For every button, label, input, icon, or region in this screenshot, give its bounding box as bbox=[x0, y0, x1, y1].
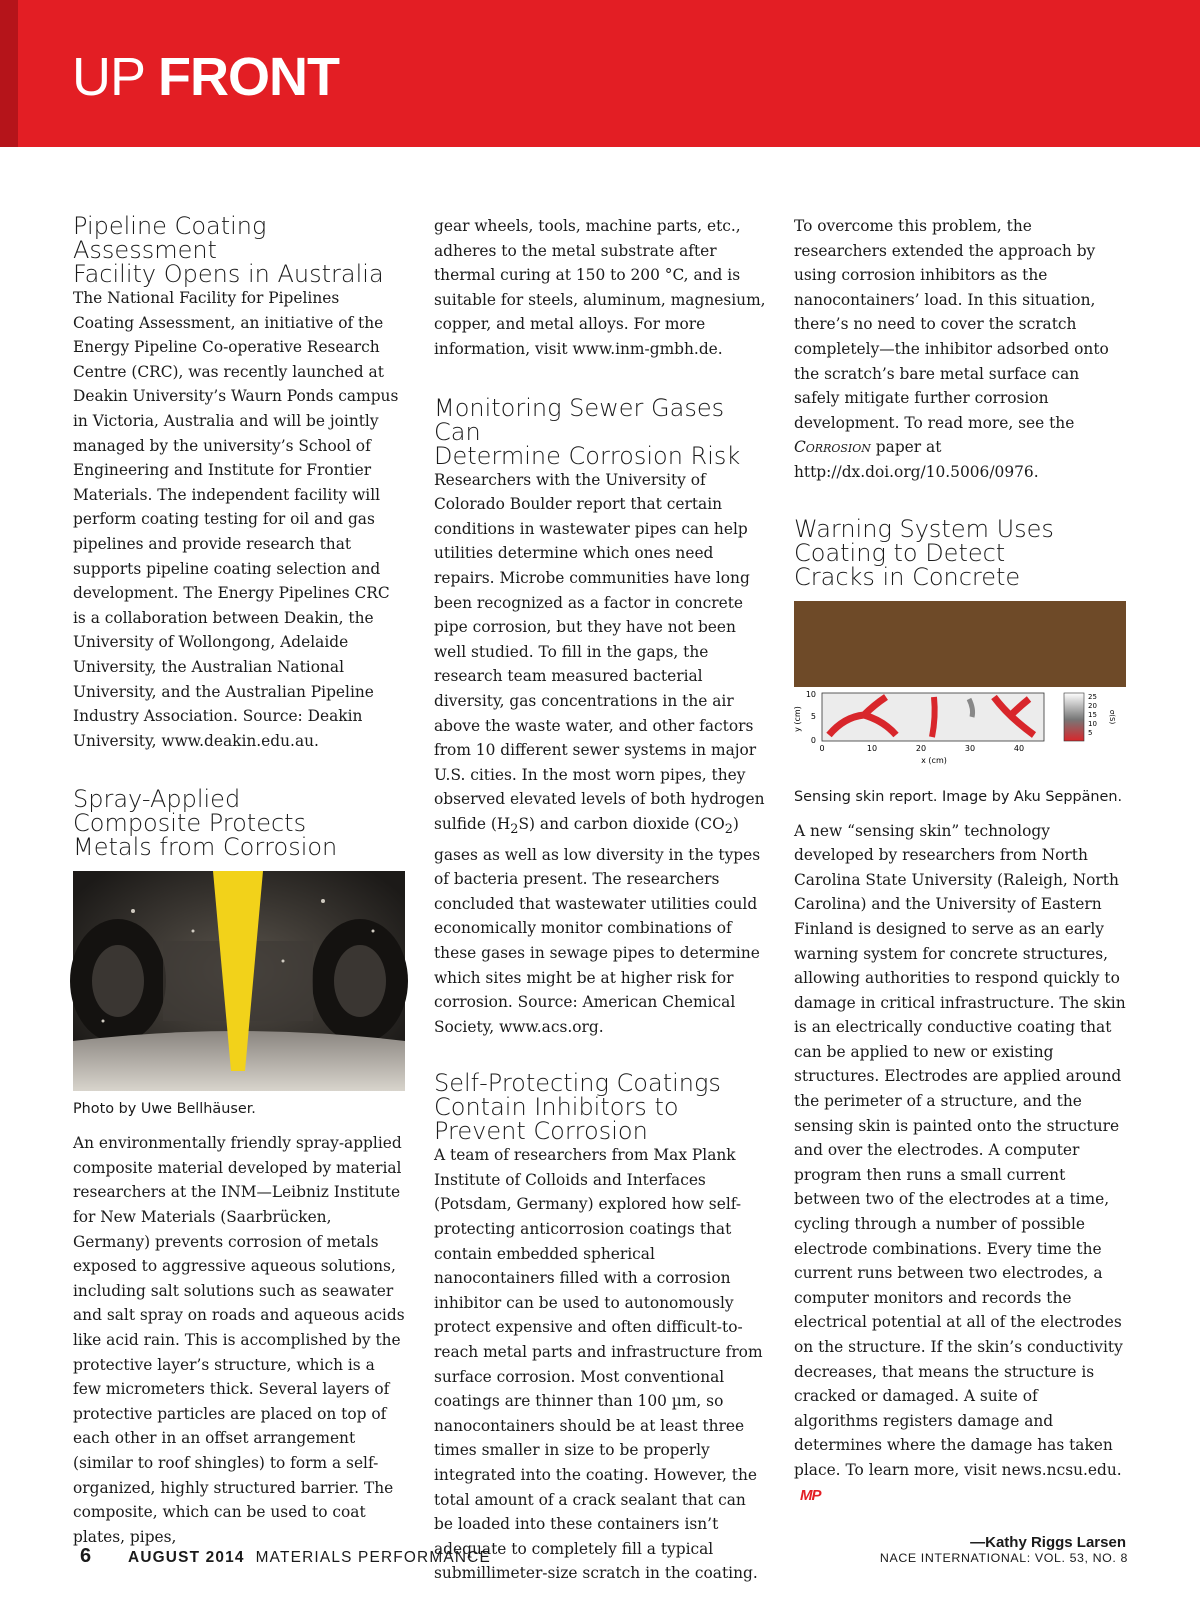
spray-headline-line1: Spray-Applied bbox=[73, 785, 241, 814]
color-scale-bar bbox=[1064, 693, 1084, 741]
y-axis-label: y (cm) bbox=[793, 705, 802, 732]
h2s-subscript: 2 bbox=[510, 821, 519, 837]
car-underbody-photo bbox=[73, 871, 405, 1091]
magazine-name: MATERIALS PERFORMANCE bbox=[255, 1549, 491, 1566]
sewer-headline bbox=[434, 393, 766, 470]
warning-body bbox=[794, 819, 1126, 1509]
spray-headline-line3: Metals from Corrosion bbox=[73, 833, 338, 862]
conductivity-heatmap bbox=[794, 687, 1126, 777]
warning-figure-caption: Sensing skin report. Image by Aku Seppänen. bbox=[794, 788, 1123, 805]
column-1 bbox=[73, 214, 405, 1549]
x-tick-30: 30 bbox=[964, 743, 976, 753]
section-title-bold: FRONT bbox=[158, 47, 340, 107]
spray-headline bbox=[73, 785, 405, 862]
x-tick-20: 20 bbox=[915, 743, 927, 753]
scale-tick-10: 10 bbox=[1088, 719, 1097, 728]
y-tick-0: 0 bbox=[810, 735, 816, 745]
selfprotect-headline-line1: Self-Protecting Coatings bbox=[434, 1069, 721, 1098]
scale-label: σ(S) bbox=[1108, 709, 1116, 724]
journal-name: Corrosion bbox=[794, 438, 871, 457]
sewer-headline-line1: Monitoring Sewer Gases Can bbox=[434, 393, 725, 446]
banner-strip bbox=[0, 0, 18, 147]
sewer-body bbox=[434, 468, 766, 1040]
co2-subscript: 2 bbox=[724, 821, 733, 837]
x-axis-label: x (cm) bbox=[921, 755, 947, 765]
volume-info bbox=[880, 1551, 1128, 1565]
selfprotect-headline bbox=[434, 1069, 766, 1146]
sewer-headline-line2: Determine Corrosion Risk bbox=[434, 441, 741, 470]
volume-number: VOL. 53, NO. 8 bbox=[1034, 1551, 1128, 1565]
y-tick-10: 10 bbox=[805, 689, 816, 699]
spray-body-continued: gear wheels, tools, machine parts, etc., adheres to the metal substrate after thermal curing at 150 to 200 °C, and is suitable for steels, aluminum, magnesium, copper, and metal alloys. For more information, visit www.inm-gmbh.de. bbox=[434, 217, 766, 358]
scale-tick-15: 15 bbox=[1088, 710, 1097, 719]
warning-headline-line3: Cracks in Concrete bbox=[794, 562, 1021, 591]
selfprotect-headline-line2: Contain Inhibitors to bbox=[434, 1093, 679, 1122]
sensing-skin-figure bbox=[794, 601, 1126, 781]
column-2 bbox=[434, 214, 766, 1586]
warning-body-text: A new “sensing skin” technology developed by researchers from North Carolina State University (Raleigh, North Carolina) and the University of Eastern Finland is designed to serve as an early warning system for concrete structures, allowing authorities to respond quickly to damage in critical infrastructure. The skin is an electrically conductive coating that can be applied to new or existing structures. Electrodes are applied around the perimeter of a structure, and the sensing skin is painted onto the structure and over the electrodes. A computer program then runs a small current between two of the electrodes at a time, cycling through a number of possible electrode combinations. Every time the current runs between two electrodes, a computer monitors and records the electrical potential at all of the electrodes on the structure. If the skin’s conductivity decreases, that means the structure is cracked or damaged. A suite of algorithms registers damage and determines where the damage has taken place. To learn more, visit news.ncsu.edu. bbox=[794, 821, 1126, 1479]
spray-photo-caption: Photo by Uwe Bellhäuser. bbox=[73, 1101, 256, 1118]
selfprotect-cont-part1: To overcome this problem, the researchers extended the approach by using corrosion inhibitors as the nanocontainers’ load. In this situation, there’s no need to cover the scratch completely—the inhibitor adsorbed onto the scratch’s bare metal surface can safely mitigate further corrosion development. To read more, see the bbox=[794, 217, 1109, 432]
scale-tick-25: 25 bbox=[1088, 692, 1097, 701]
sewer-body-part2: S) and carbon dioxide (CO bbox=[518, 814, 725, 833]
pipeline-body: The National Facility for Pipelines Coating Assessment, an initiative of the Energy Pipeline Co-operative Research Centre (CRC), was recently launched at Deakin University’s Waurn Ponds campus in Victoria, Australia and will be jointly managed by the university’s School of Engineering and Institute for Frontier Materials. The independent facility will perform coating testing for oil and gas pipelines and provide research that supports pipeline coating selection and development. The Energy Pipelines CRC is a collaboration between Deakin, the University of Wollongong, Adelaide University, the Australian National University, and the Australian Pipeline Industry Association. Source: Deakin University, www.deakin.edu.au. bbox=[73, 289, 399, 750]
column-3 bbox=[794, 214, 1126, 1551]
scale-tick-5: 5 bbox=[1088, 728, 1093, 737]
mp-logo: MP bbox=[800, 1486, 821, 1504]
author-byline: —Kathy Riggs Larsen bbox=[970, 1534, 1126, 1552]
spray-headline-line2: Composite Protects bbox=[73, 809, 307, 838]
header-banner bbox=[0, 0, 1200, 147]
selfprotect-body: A team of researchers from Max Plank Institute of Colloids and Interfaces (Potsdam, Germany) explored how self-protecting anticorrosion coatings that contain embedded spherical nanocontainers filled with a corrosion inhibitor can be used to autonomously protect expensive and often difficult-to-reach metal parts and infrastructure from surface corrosion. Most conventional coatings are thinner than 100 µm, so nanocontainers should be at least three times smaller in size to be properly integrated into the coating. However, the total amount of a crack sealant that can be loaded into these containers isn’t adequate to completely fill a typical submillimeter-size scratch in the coating. bbox=[434, 1146, 763, 1583]
sewer-body-part3: ) gases as well as low diversity in the types of bacteria present. The researchers concluded that wastewater utilities could economically monitor combinations of these gases in sewage pipes to determine which sites might be at higher risk for corrosion. Source: American Chemical Society, www.acs.org. bbox=[434, 814, 761, 1036]
y-tick-5: 5 bbox=[810, 711, 816, 721]
scale-tick-20: 20 bbox=[1088, 701, 1097, 710]
pipeline-headline-line1: Pipeline Coating Assessment bbox=[73, 212, 267, 264]
section-title bbox=[72, 47, 340, 107]
selfprotect-body-continued bbox=[794, 214, 1126, 485]
section-title-light: UP bbox=[72, 47, 159, 107]
concrete-slab-photo bbox=[794, 601, 1126, 687]
selfprotect-headline-line3: Prevent Corrosion bbox=[434, 1117, 648, 1146]
warning-headline-line1: Warning System Uses bbox=[794, 514, 1054, 543]
issue-info bbox=[128, 1549, 491, 1567]
selfprotect-cont-part2: paper at http://dx.doi.org/10.5006/0976. bbox=[794, 438, 1039, 481]
issue-month: AUGUST 2014 bbox=[128, 1549, 245, 1566]
x-tick-40: 40 bbox=[1013, 743, 1025, 753]
org-name: NACE INTERNATIONAL: bbox=[879, 1551, 1031, 1565]
page-footer bbox=[0, 1545, 1200, 1575]
sewer-body-part1: Researchers with the University of Colorado Boulder report that certain conditions in wastewater pipes can help utilities determine which ones need repairs. Microbe communities have long been recognized as a factor in concrete pipe corrosion, but they have not been well studied. To fill in the gaps, the research team measured bacterial diversity, gas concentrations in the air above the waste water, and other factors from 10 different sewer systems in major U.S. cities. In the most worn pipes, they observed elevated levels of both hydrogen sulfide (H bbox=[434, 470, 765, 833]
pipeline-headline-line2: Facility Opens in Australia bbox=[73, 260, 384, 288]
warning-headline-line2: Coating to Detect bbox=[794, 538, 1006, 567]
x-tick-0: 0 bbox=[819, 743, 825, 753]
page-number: 6 bbox=[80, 1545, 92, 1567]
x-tick-10: 10 bbox=[866, 743, 878, 753]
warning-headline bbox=[794, 514, 1126, 591]
pipeline-headline bbox=[73, 214, 405, 286]
spray-body: An environmentally friendly spray-applied composite material developed by material researchers at the INM—Leibniz Institute for New Materials (Saarbrücken, Germany) prevents corrosion of metals exposed to aggressive aqueous solutions, including salt solutions such as seawater and salt spray on roads and aqueous acids like acid rain. This is accomplished by the protective layer’s structure, which is a few micrometers thick. Several layers of protective particles are placed on top of each other in an offset arrangement (similar to roof shingles) to form a self-organized, highly structured barrier. The composite, which can be used to coat plates, pipes, bbox=[73, 1134, 405, 1546]
